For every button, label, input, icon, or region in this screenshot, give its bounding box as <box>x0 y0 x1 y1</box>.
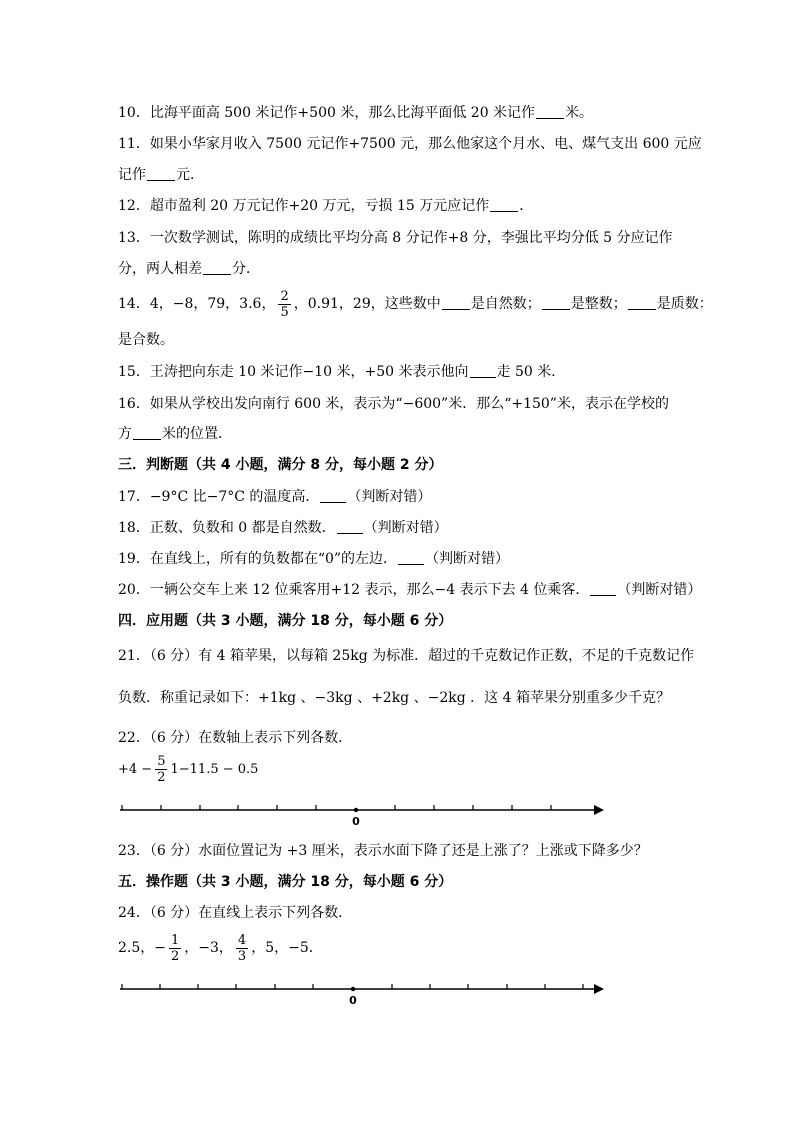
answer-blank[interactable] <box>398 550 424 565</box>
question-22-values: +4 − $\frac{5}{2}$ 1−11.5 − 0.5 <box>118 754 259 785</box>
answer-blank[interactable] <box>542 295 570 310</box>
question-13: 13．一次数学测试，陈明的成绩比平均分高 8 分记作+8 分，李强比平均分低 5 分应记作 <box>118 230 673 246</box>
question-14-cont: 是合数。 <box>118 332 174 348</box>
fraction: $\frac{4}{3}$ <box>237 932 247 964</box>
fraction: $\frac{5}{2}$ <box>157 754 166 785</box>
answer-blank[interactable] <box>147 166 175 181</box>
question-16: 16．如果从学校出发向南行 600 米，表示为“−600”米．那么“+150”米，表示在学校的 <box>118 396 669 412</box>
axis-zero-label: 0 <box>349 994 357 1007</box>
question-12: 12．超市盈利 20 万元记作+20 万元，亏损 15 万元应记作 ． <box>118 198 534 214</box>
answer-blank[interactable] <box>133 425 161 440</box>
answer-blank[interactable] <box>337 519 363 534</box>
question-23: 23．（6 分）水面位置记为 +3 厘米，表示水面下降了还是上涨了？上涨或下降多少？ <box>118 843 648 859</box>
number-line-2[interactable] <box>118 979 608 1007</box>
answer-blank[interactable] <box>628 295 656 310</box>
number-line-1[interactable] <box>118 800 608 828</box>
question-18: 18．正数、负数和 0 都是自然数． （判断对错） <box>118 520 448 536</box>
question-15: 15．王涛把向东走 10 米记作−10 米，+50 米表示他向 走 50 米． <box>118 364 566 380</box>
answer-blank[interactable] <box>320 488 346 503</box>
question-10: 10．比海平面高 500 米记作+500 米，那么比海平面低 20 米记作 米。 <box>118 105 594 121</box>
question-13-cont: 分，两人相差 分． <box>118 261 260 277</box>
fraction: $\frac{1}{2}$ <box>171 932 180 964</box>
question-21-cont: 负数．称重记录如下：+1kg 、−3kg 、+2kg 、−2kg ．这 4 箱苹果分别重多少千克？ <box>118 690 670 706</box>
axis-zero-label: 0 <box>352 815 360 828</box>
question-22: 22．（6 分）在数轴上表示下列各数． <box>118 730 353 746</box>
answer-blank[interactable] <box>470 363 496 378</box>
question-11-cont: 记作 元． <box>118 167 204 183</box>
question-16-cont: 方 米的位置． <box>118 426 232 442</box>
section-heading-3: 三．判断题（共 4 小题，满分 8 分，每小题 2 分） <box>118 457 443 473</box>
answer-blank[interactable] <box>490 197 518 212</box>
question-20: 20．一辆公交车上来 12 位乘客用+12 表示，那么−4 表示下去 4 位乘客． （判断对错） <box>118 582 702 598</box>
answer-blank[interactable] <box>203 260 231 275</box>
question-17: 17．−9°C 比−7°C 的温度高． （判断对错） <box>118 489 432 505</box>
question-19: 19．在直线上，所有的负数都在“0”的左边． （判断对错） <box>118 551 510 567</box>
section-heading-5: 五．操作题（共 3 小题，满分 18 分，每小题 6 分） <box>118 874 453 890</box>
question-24: 24．（6 分）在直线上表示下列各数． <box>118 905 353 921</box>
fraction: $\frac{2}{5}$ <box>280 288 289 320</box>
question-14: 14．4，−8，79，3.6， $\frac{2}{5}$ ，0.91，29，这些数中 是自然数； 是整数； 是质数： <box>118 288 713 320</box>
question-24-values: 2.5，− $\frac{1}{2}$ ，−3， $\frac{4}{3}$ ，5，−5． <box>118 932 323 964</box>
answer-blank[interactable] <box>536 104 564 119</box>
question-21: 21．（6 分）有 4 箱苹果，以每箱 25kg 为标准．超过的千克数记作正数，不足的千克数记作 <box>118 648 695 664</box>
question-11: 11．如果小华家月收入 7500 元记作+7500 元，那么他家这个月水、电、煤气支出 600 元应 <box>118 136 702 152</box>
answer-blank[interactable] <box>590 581 616 596</box>
answer-blank[interactable] <box>442 295 470 310</box>
section-heading-4: 四．应用题（共 3 小题，满分 18 分，每小题 6 分） <box>118 613 453 629</box>
